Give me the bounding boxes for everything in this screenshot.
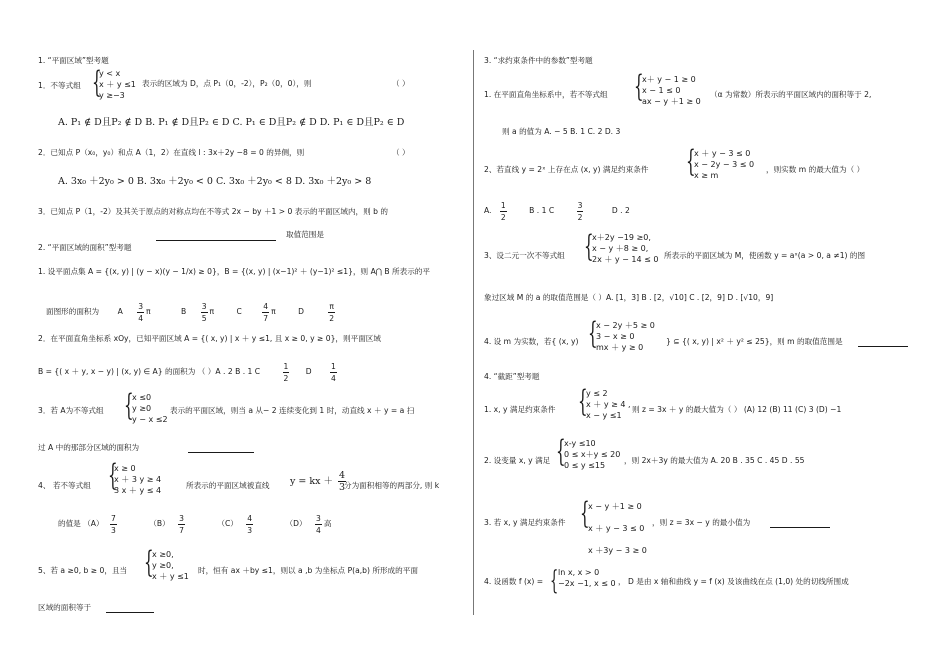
r-q2-system: x ＋ y − 3 ≤ 0 x − 2y − 3 ≤ 0 x ≥ m [694, 149, 755, 180]
r-q6-prefix: 2. 设变量 x, y 满足 [484, 456, 551, 465]
r-q3-text: 所表示的平面区域为 M，使函数 y = aˣ(a > 0, a ≠1) 的图 [664, 251, 866, 260]
r-q6-text: ，则 2x＋3y 的最大值为 A. 20 B . 35 C . 45 D . 55 [624, 456, 805, 465]
r-q3-system: x＋2y −19 ≥0, x − y ＋8 ≥ 0, 2x ＋ y − 14 ≤ 0 [592, 233, 659, 264]
q5-line2: B = {( x ＋ y, x − y) | (x, y) ∈ A} 的面积为 （ ）A . 2 B . 1 C $\frac{1}{2}$ D $\frac{1}{4}$ [38, 361, 336, 383]
r-q8-system: ln x, x > 0 −2x −1, x ≤ 0 [558, 568, 616, 588]
q1-options: A. P₁ ∉ D且P₂ ∉ D B. P₁ ∉ D且P₂ ∈ D C. P₁ ∈ D且P₂ ∉ D D. P₁ ∈ D且P₂ ∈ D [58, 117, 405, 128]
q2-text: 2．已知点 P（x₀，y₀）和点 A（1，2）在直线 l : 3x＋2y −8 = 0 的异侧，则 [38, 148, 305, 157]
q4-options: 面图形的面积为 A $\frac{3}{4}$ π B $\frac{3}{5}$ π C $\frac{4}{7}$ π D $\frac{\pi}{2}$ [46, 301, 335, 323]
q1-system: y < x x ＋ y ≤1 y ≥−3 [99, 69, 136, 100]
r-q5-text: 则 z = 3x ＋ y 的最大值为（ ） (A) 12 (B) 11 (C) 3 (D) −1 [632, 405, 842, 414]
section-3-title: 3. “求约束条件中的参数”型考题 [484, 56, 593, 65]
r-q7-prefix: 3. 若 x, y 满足约束条件 [484, 518, 566, 527]
q7-line-eq: y = kx ＋ $\frac{4}{3}$ [290, 470, 346, 493]
r-q6-brace: { [556, 434, 566, 469]
r-q1-system: x＋ y − 1 ≥ 0 x − 1 ≤ 0 ax − y ＋1 ≥ 0 [642, 75, 701, 106]
r-q2-brace: { [686, 144, 696, 179]
q6-answer-blank [188, 452, 254, 453]
q1-brace: { [92, 65, 102, 100]
r-q4-answer-blank [858, 346, 908, 347]
r-q2-prefix: 2、若直线 y = 2ˣ 上存在点 (x, y) 满足约束条件 [484, 165, 649, 174]
r-q1-prefix: 1. 在平面直角坐标系中，若不等式组 [484, 90, 608, 99]
q7-text-post: 分为面积相等的两部分, 则 k [344, 481, 440, 490]
r-q3-prefix: 3、设二元一次不等式组 [484, 251, 565, 260]
section-4-title: 4. “截距”型考题 [484, 372, 540, 381]
r-q8-prefix: 4. 设函数 f (x) = [484, 577, 544, 586]
q7-text-mid: 所表示的平面区域被直线 [186, 481, 270, 490]
q8-prefix: 5、若 a ≥0, b ≥ 0，且当 [38, 566, 128, 575]
r-q1-brace: { [634, 69, 644, 104]
q6-prefix: 3．若 A为不等式组 [38, 406, 104, 415]
right-column [484, 0, 914, 671]
r-q5-prefix: 1. x, y 满足约束条件 [484, 405, 556, 414]
q6-brace: { [124, 388, 134, 423]
r-q4-prefix: 4. 设 m 为实数，若{ (x, y) [484, 337, 579, 346]
q7-prefix: 4、 若不等式组 [38, 481, 91, 490]
q1-prefix: 1．不等式组 [38, 81, 81, 90]
q8-line2: 区域的面积等于 [38, 603, 92, 612]
q8-answer-blank [106, 612, 154, 613]
q7-system: x ≥ 0 x ＋ 3 y ≥ 4 3 x ＋ y ≤ 4 [114, 464, 162, 495]
q2-paren: （ ） [392, 148, 410, 157]
q6-line2: 过 A 中的那部分区域的面积为 [38, 443, 140, 452]
q5-text: 2．在平面直角坐标系 xOy，已知平面区域 A = {( x, y) | x ＋ y ≤1, 且 x ≥ 0, y ≥ 0}，则平面区域 [38, 334, 381, 343]
r-q8-brace: { [550, 566, 559, 596]
q6-system: x ≤0 y ≥0 y − x ≤2 [132, 393, 168, 424]
r-q4-brace: { [588, 316, 598, 351]
q3-answer-blank [156, 240, 276, 241]
r-q7-brace: { [580, 496, 590, 531]
r-q5-brace: { [578, 384, 588, 419]
r-q3-options: 象过区域 M 的 a 的取值范围是（ ）A. [1，3] B . [2，√10] C . [2，9] D . [√10，9] [484, 293, 774, 302]
r-q2-text: ，则实数 m 的最大值为（ ） [766, 165, 865, 174]
q8-system: x ≥0, y ≥0, x ＋ y ≤1 [152, 550, 189, 581]
column-divider [473, 50, 474, 615]
q8-brace: { [144, 545, 154, 580]
q1-paren: （ ） [392, 79, 410, 88]
r-q7-answer-blank [770, 527, 830, 528]
r-q7-text: ，则 z = 3x − y 的最小值为 [652, 518, 751, 527]
r-q7-system: x − y ＋1 ≥ 0 x ＋ y − 3 ≤ 0 x ＋3y − 3 ≥ 0 [588, 502, 647, 555]
r-q4-system: x − 2y ＋5 ≥ 0 3 − x ≥ 0 mx ＋ y ≥ 0 [596, 321, 655, 352]
r-q8-text: ， D 是由 x 轴和曲线 y = f (x) 及该曲线在点 (1,0) 处的切线所围成 [618, 577, 849, 586]
q3-line2: 取值范围是 [286, 230, 324, 239]
r-q5-system: y ≤ 2 x ＋ y ≥ 4 , x − y ≤1 [586, 389, 631, 420]
r-q4-text: } ⊆ {( x, y) | x² ＋ y² ≤ 25}，则 m 的取值范围是 [666, 337, 843, 346]
section-1-title: 1. “平面区域”型考题 [38, 56, 109, 65]
left-column [38, 0, 468, 671]
q8-text: 时，恒有 ax ＋by ≤1，则以 a ,b 为坐标点 P(a,b) 所形成的平面 [198, 566, 418, 575]
section-2-title: 2. “平面区域的面积”型考题 [38, 243, 132, 252]
r-q1-text: （α 为常数）所表示的平面区域内的面积等于 2, [710, 90, 872, 99]
q7-options: 的值是 （A） $\frac{7}{3}$ （B） $\frac{3}{7}$ （C） $\frac{4}{3}$ （D） $\frac{3}{4}$ 高 [58, 513, 332, 535]
r-q1-options: 则 a 的值为 A. − 5 B. 1 C. 2 D. 3 [502, 127, 621, 136]
r-q3-brace: { [584, 229, 594, 264]
q2-options: A. 3x₀ ＋2y₀ > 0 B. 3x₀ ＋2y₀ < 0 C. 3x₀ ＋2y₀ < 8 D. 3x₀ ＋2y₀ > 8 [58, 176, 372, 187]
r-q2-options: A. $\frac{1}{2}$ B . 1 C $\frac{3}{2}$ D . 2 [484, 200, 630, 222]
q3-text: 3．已知点 P（1，-2）及其关于原点的对称点均在不等式 2x − by ＋1 > 0 表示的平面区域内，则 b 的 [38, 207, 388, 216]
q6-text: 表示的平面区域，则当 a 从− 2 连续变化到 1 时，动直线 x ＋ y = a 扫 [170, 406, 415, 415]
q7-brace: { [108, 458, 118, 493]
q1-text: 表示的区域为 D，点 P₁（0，-2），P₂（0，0），则 [142, 79, 312, 88]
r-q6-system: x-y ≤10 0 ≤ x＋y ≤ 20 0 ≤ y ≤15 [564, 439, 621, 470]
q4-text: 1. 设平面点集 A = {(x, y) | (y − x)(y − 1/x) ≥ 0}，B = {(x, y) | (x−1)² ＋ (y−1)² ≤1}，则 A⋂ B 所表示的平 [38, 267, 430, 276]
